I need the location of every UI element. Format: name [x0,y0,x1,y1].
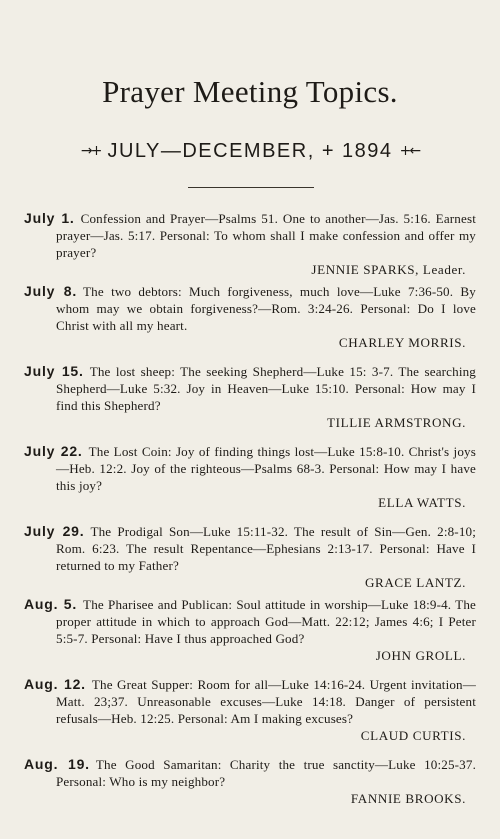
topic-entry [24,283,476,351]
right-arrow-ornament: +← [399,143,420,159]
topic-date: July 15. [24,363,84,379]
topic-date: Aug. 19. [24,756,90,772]
topic-text: The Lost Coin: Joy of finding things lost—Luke 15:8-10. Christ's joys—Heb. 12:2. Joy of the righteous—Psalms 68-3. Personal: How may I have this joy? [56,444,476,493]
topic-leader: CHARLEY MORRIS. [338,335,466,350]
topic-entry [24,756,476,807]
topic-leader: FANNIE BROOKS. [350,791,466,806]
topic-body [24,363,476,414]
topic-entry [24,596,476,664]
topic-entry [24,210,476,278]
topic-date: July 29. [24,523,85,539]
topic-entry [24,443,476,511]
topic-body [24,756,476,790]
topic-body [24,210,476,261]
topic-date: Aug. 12. [24,676,86,692]
topic-leader: TILLIE ARMSTRONG. [327,415,466,430]
topic-body [24,443,476,494]
topic-text: The Pharisee and Publican: Soul attitude in worship—Luke 18:9-4. The proper attitude in which to approach God—Matt. 22:12; James 4:6; I Peter 5:5-7. Personal: Have I thus approached God? [56,597,476,646]
topic-date: July 22. [24,443,83,459]
topic-text: The two debtors: Much forgiveness, much love—Luke 7:36-50. By whom may we obtain forgiveness?—Rom. 3:24-26. Personal: Do I love Christ with all my heart. [56,284,476,333]
topic-date: July 1. [24,210,75,226]
topic-body [24,523,476,574]
topic-leader: ELLA WATTS. [378,495,466,510]
topic-date: Aug. 5. [24,596,78,612]
topic-entry [24,676,476,744]
topic-text: The lost sheep: The seeking Shepherd—Luke 15: 3-7. The searching Shepherd—Luke 5:32. Joy in Heaven—Luke 15:10. Personal: How may I find this Shepherd? [56,364,477,413]
date-range-text: JULY—DECEMBER, + 1894 [107,140,393,162]
topic-text: The Great Supper: Room for all—Luke 14:16-24. Urgent invitation—Matt. 23;37. Unreasonable excuses—Luke 14:18. Danger of persistent refusals—Heb. 12:25. Personal: Am I making excuses? [56,677,476,726]
topic-text: The Prodigal Son—Luke 15:11-32. The result of Sin—Gen. 2:8-10; Rom. 6:23. The result Repentance—Ephesians 2:13-17. Personal: Have I returned to my Father? [56,524,477,573]
topic-body [24,283,476,334]
topic-text: Confession and Prayer—Psalms 51. One to another—Jas. 5:16. Earnest prayer—Jas. 5:17. Personal: To whom shall I make confession and offer my prayer? [56,211,476,260]
topic-leader: JENNIE SPARKS, Leader. [311,262,466,277]
topic-entry [24,523,476,591]
page-title: Prayer Meeting Topics. [102,74,398,109]
divider-rule [188,187,314,188]
topic-date: July 8. [24,283,78,299]
topic-list [24,210,476,812]
topic-leader: JOHN GROLL. [375,648,466,663]
topic-leader: CLAUD CURTIS. [360,728,466,743]
date-range-heading [0,140,500,163]
topic-body [24,596,476,647]
topic-body [24,676,476,727]
topic-text: The Good Samaritan: Charity the true sanctity—Luke 10:25-37. Personal: Who is my neighbor? [56,757,476,789]
topic-entry [24,363,476,431]
topic-leader: GRACE LANTZ. [364,575,466,590]
left-arrow-ornament: →+ [80,143,101,159]
